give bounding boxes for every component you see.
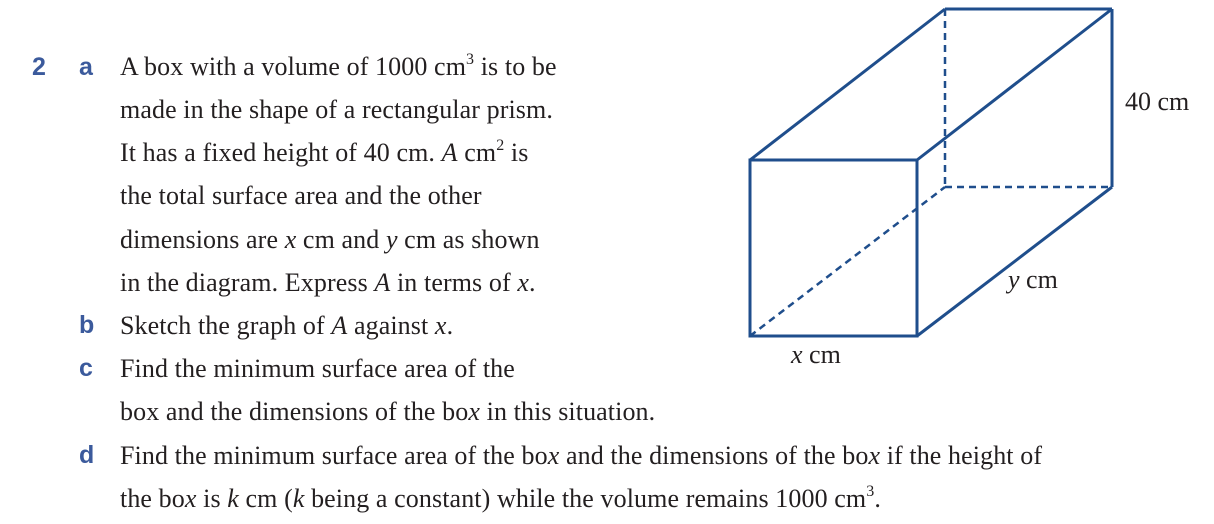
top-left-edge (750, 9, 945, 160)
text-fragment: in this situation. (480, 397, 656, 426)
front-face (750, 160, 917, 336)
text-fragment: cm (457, 138, 497, 167)
variable-x: x (468, 397, 481, 426)
variable-k: k (227, 484, 239, 513)
variable-y: y (1008, 265, 1020, 294)
part-label-d: d (79, 441, 95, 469)
text-fragment: if the height of (880, 441, 1043, 470)
text-fragment: is to be (474, 52, 557, 81)
text-fragment: the bo (120, 484, 185, 513)
text-fragment: in terms of (390, 268, 518, 297)
unit: cm (1019, 265, 1058, 294)
part-a-line-4: the total surface area and the other (120, 181, 482, 210)
question-number: 2 (32, 53, 46, 81)
variable-x: x (284, 225, 297, 254)
text-fragment: against (347, 311, 435, 340)
variable-x: x (517, 268, 529, 297)
text-fragment: being a constant) while the volume remains 1000 cm (304, 484, 867, 513)
height-label: 40 cm (1125, 87, 1190, 116)
variable-x: x (434, 311, 447, 340)
variable-A: A (331, 311, 348, 340)
variable-A: A (441, 138, 458, 167)
superscript: 3 (866, 483, 875, 500)
width-label (791, 340, 841, 370)
variable-x: x (547, 441, 560, 470)
variable-x: x (791, 340, 803, 369)
text-fragment: and the dimensions of the bo (559, 441, 869, 470)
part-a-line-2: made in the shape of a rectangular prism. (120, 95, 553, 124)
variable-A: A (374, 268, 391, 297)
superscript: 2 (496, 137, 505, 154)
bottom-right-edge (917, 187, 1112, 336)
part-c-line-1: Find the minimum surface area of the (120, 354, 515, 383)
variable-k: k (292, 484, 305, 513)
part-label-b: b (79, 311, 95, 339)
text-fragment: A box with a volume of 1000 cm (120, 52, 467, 81)
text-fragment: in the diagram. Express (120, 268, 375, 297)
variable-x: x (184, 484, 197, 513)
part-label-a: a (79, 53, 93, 81)
text-fragment: It has a fixed height of 40 cm. (120, 138, 442, 167)
text-fragment: dimensions are (120, 225, 285, 254)
variable-x: x (868, 441, 881, 470)
text-fragment: is (196, 484, 228, 513)
text-fragment: . (874, 484, 881, 513)
text-fragment: is (504, 138, 529, 167)
text-fragment: Sketch the graph of (120, 311, 332, 340)
depth-label (1008, 265, 1058, 295)
unit: cm (802, 340, 841, 369)
text-fragment: . (446, 311, 454, 340)
text-fragment: cm ( (238, 484, 293, 513)
text-fragment: box and the dimensions of the bo (120, 397, 469, 426)
variable-y: y (385, 225, 398, 254)
part-label-c: c (79, 354, 93, 382)
text-fragment: Find the minimum surface area of the bo (120, 441, 548, 470)
text-fragment: cm and (296, 225, 386, 254)
text-fragment: . (528, 268, 536, 297)
text-fragment: cm as shown (397, 225, 540, 254)
superscript: 3 (466, 51, 475, 68)
